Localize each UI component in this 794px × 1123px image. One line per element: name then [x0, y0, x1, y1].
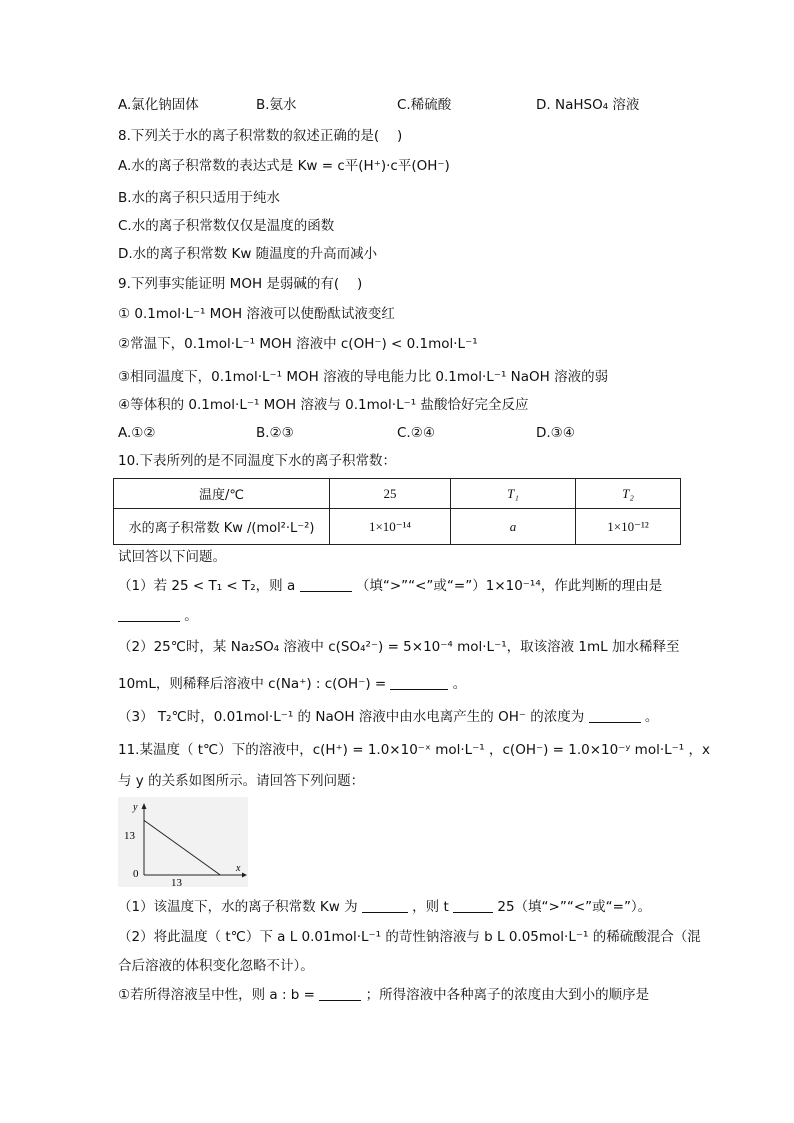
- kw-table-header-t1: T₁: [451, 479, 576, 509]
- q10-part1-end: 。: [184, 608, 198, 624]
- q11-part1-blank-1[interactable]: [362, 898, 408, 913]
- q9-option-b: B.②③: [256, 425, 294, 441]
- q11-part3-blank[interactable]: [319, 986, 361, 1001]
- q10-part2-text: 10mL，则稀释后溶液中 c(Na⁺) : c(OH⁻) =: [118, 676, 387, 692]
- kw-table-value-t1: a: [451, 509, 576, 545]
- q11-part2-line1: （2）将此温度（ t℃）下 a L 0.01mol·L⁻¹ 的苛性钠溶液与 b L 0.05mol·L⁻¹ 的稀硫酸混合（混: [118, 929, 701, 945]
- q10-part1-text-a: （1）若 25 < T₁ < T₂，则 a: [118, 578, 296, 594]
- q7-option-d: D. NaHSO₄ 溶液: [536, 97, 640, 113]
- kw-table-header-t2: T₂: [576, 479, 681, 509]
- q10-part2-line1: （2）25℃时，某 Na₂SO₄ 溶液中 c(SO₄²⁻) = 5×10⁻⁴ mol·L⁻¹，取该溶液 1mL 加水稀释至: [118, 639, 680, 655]
- q10-stem: 10.下表所列的是不同温度下水的离子积常数：: [118, 453, 396, 469]
- kw-table-value-25: 1×10⁻¹⁴: [330, 509, 451, 545]
- q10-intro: 试回答以下问题。: [118, 549, 226, 565]
- q10-part3-blank[interactable]: [589, 708, 641, 723]
- q9-stem: 9.下列事实能证明 MOH 是弱碱的有( ): [118, 276, 363, 292]
- q11-part1-text-b: ，则 t: [412, 899, 449, 915]
- q11-part1-text-c: 25（填“>”“<”或“=”）。: [497, 899, 652, 915]
- q10-part3: [118, 708, 658, 726]
- q11-part3-text-b: ；所得溶液中各种离子的浓度由大到小的顺序是: [365, 987, 650, 1003]
- q8-option-b: B.水的离子积只适用于纯水: [118, 190, 281, 206]
- q8-option-d: D.水的离子积常数 Kw 随温度的升高而减小: [118, 246, 378, 262]
- kw-table-value-t2: 1×10⁻¹²: [576, 509, 681, 545]
- q10-part1: [118, 577, 662, 595]
- kw-table-header-temp: 温度/℃: [114, 479, 330, 509]
- q9-statement-2: ②常温下，0.1mol·L⁻¹ MOH 溶液中 c(OH⁻) < 0.1mol·L⁻¹: [118, 336, 478, 352]
- q10-part3-end: 。: [644, 709, 659, 725]
- q10-part1-blank-2[interactable]: [118, 607, 180, 622]
- q11-part1-text-a: （1）该温度下，水的离子积常数 Kw 为: [118, 899, 358, 915]
- kw-table-header-25: 25: [330, 479, 451, 509]
- q10-part2-line2: [118, 675, 466, 693]
- q11-part1: [118, 898, 651, 916]
- kw-table-row-label: 水的离子积常数 Kw /(mol²·L⁻²): [114, 509, 330, 545]
- kw-table-data-row: [114, 509, 681, 545]
- q9-statement-4: ④等体积的 0.1mol·L⁻¹ MOH 溶液与 0.1mol·L⁻¹ 盐酸恰好完全反应: [118, 397, 529, 413]
- q7-option-a: A.氯化钠固体: [118, 97, 199, 113]
- q8-stem: 8.下列关于水的离子积常数的叙述正确的是( ): [118, 128, 403, 144]
- q11-part2-line2: 合后溶液的体积变化忽略不计）。: [118, 958, 314, 974]
- q10-part1-blank-1[interactable]: [300, 577, 352, 592]
- q9-option-c: C.②④: [397, 425, 435, 441]
- q11-stem-line2: 与 y 的关系如图所示。请回答下列问题：: [118, 773, 365, 789]
- y-axis-label: y: [133, 802, 138, 813]
- q11-part3-text-a: ①若所得溶液呈中性，则 a : b =: [118, 987, 315, 1003]
- q11-part1-blank-2[interactable]: [453, 898, 493, 913]
- origin-label: 0: [133, 868, 139, 880]
- q11-part3: [118, 986, 649, 1004]
- y-tick-label-13: 13: [124, 830, 135, 842]
- q9-option-d: D.③④: [536, 425, 575, 441]
- q11-stem-line1: 11.某温度（ t℃）下的溶液中，c(H⁺) = 1.0×10⁻ˣ mol·L⁻¹ ，c(OH⁻) = 1.0×10⁻ʸ mol·L⁻¹ ，x: [118, 742, 710, 758]
- q7-option-c: C.稀硫酸: [397, 97, 452, 113]
- q10-part1-cont: [118, 607, 198, 625]
- q10-part3-text: （3） T₂℃时，0.01mol·L⁻¹ 的 NaOH 溶液中由水电离产生的 OH⁻ 的浓度为: [118, 709, 585, 725]
- q7-option-b: B.氨水: [256, 97, 297, 113]
- q9-statement-1: ① 0.1mol·L⁻¹ MOH 溶液可以使酚酞试液变红: [118, 306, 395, 322]
- xy-graph: [118, 797, 248, 887]
- x-tick-label-13: 13: [171, 877, 182, 887]
- kw-table-header-row: [114, 479, 681, 509]
- q8-option-a: A.水的离子积常数的表达式是 Kw = c平(H⁺)·c平(OH⁻): [118, 158, 450, 174]
- q10-part2-blank[interactable]: [390, 675, 448, 690]
- q8-option-c: C.水的离子积常数仅仅是温度的函数: [118, 218, 335, 234]
- q10-part1-text-b: （填“>”“<”或“=”）1×10⁻¹⁴，作此判断的理由是: [355, 578, 663, 594]
- q9-statement-3: ③相同温度下，0.1mol·L⁻¹ MOH 溶液的导电能力比 0.1mol·L⁻¹ NaOH 溶液的弱: [118, 369, 609, 385]
- q10-part2-end: 。: [452, 676, 467, 692]
- q9-option-a: A.①②: [118, 425, 156, 441]
- x-axis-label: x: [236, 863, 241, 874]
- kw-table: [113, 478, 681, 545]
